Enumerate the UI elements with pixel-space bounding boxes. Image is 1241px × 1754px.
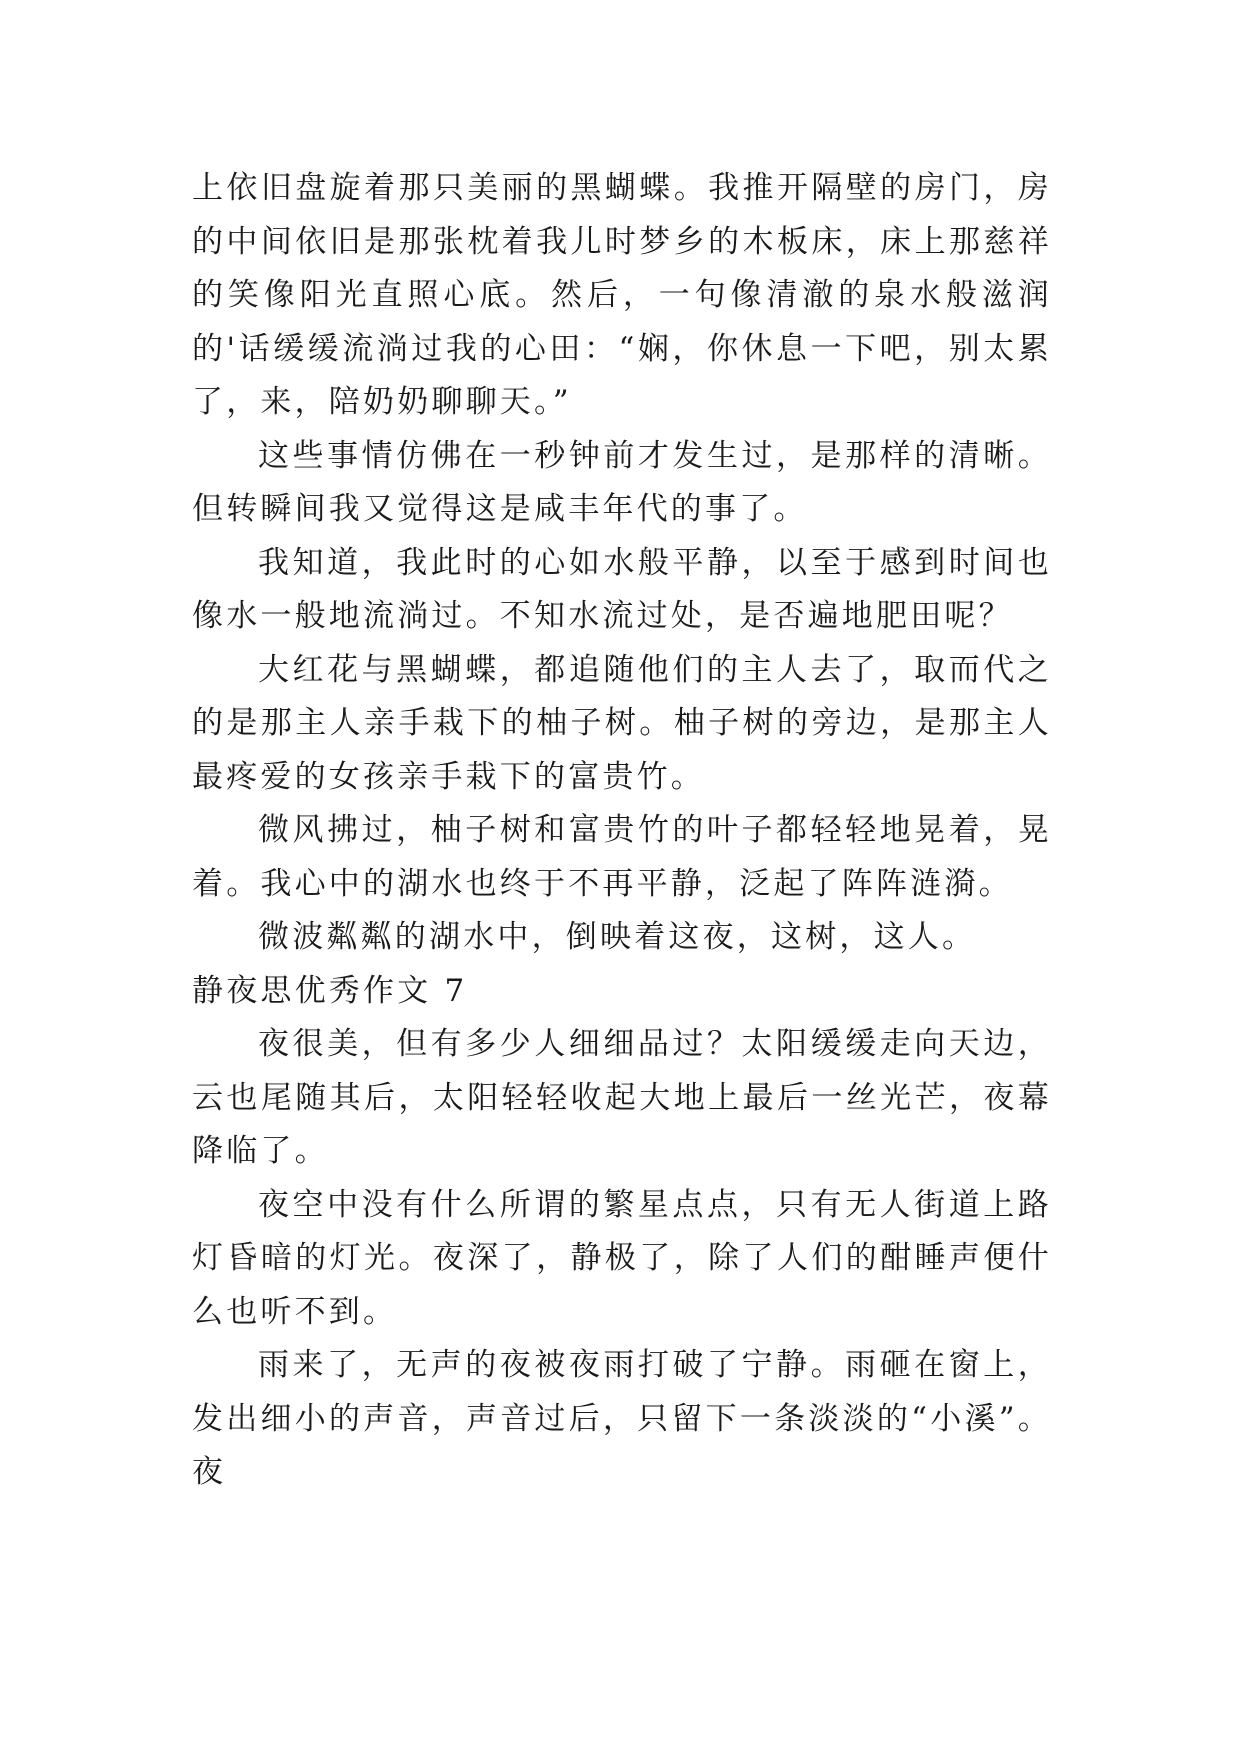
paragraph-9: 雨来了，无声的夜被夜雨打破了宁静。雨砸在窗上，发出细小的声音，声音过后，只留下一条淡淡的“小溪”。夜 [192, 1347, 1052, 1490]
article-body [192, 162, 1052, 1500]
paragraph-7: 夜很美，但有多少人细细品过？太阳缓缓走向天边，云也尾随其后，太阳轻轻收起大地上最后一丝光芒，夜幕降临了。 [192, 1026, 1052, 1169]
paragraph-3: 我知道，我此时的心如水般平静，以至于感到时间也像水一般地流淌过。不知水流过处，是否遍地肥田呢？ [192, 544, 1052, 634]
paragraph-1: 上依旧盘旋着那只美丽的黑蝴蝶。我推开隔壁的房门，房的中间依旧是那张枕着我儿时梦乡的木板床，床上那慈祥的笑像阳光直照心底。然后，一句像清澈的泉水般滋润的'话缓缓流淌过我的心田：“娴，你休息一下吧，别太累了，来，陪奶奶聊聊天。” [192, 170, 1052, 420]
paragraph-6: 微波粼粼的湖水中，倒映着这夜，这树，这人。 [258, 919, 977, 955]
paragraph-5: 微风拂过，柚子树和富贵竹的叶子都轻轻地晃着，晃着。我心中的湖水也终于不再平静，泛起了阵阵涟漪。 [192, 812, 1052, 902]
paragraph-2: 这些事情仿佛在一秒钟前才发生过，是那样的清晰。但转瞬间我又觉得这是咸丰年代的事了。 [192, 437, 1052, 527]
paragraph-4: 大红花与黑蝴蝶，都追随他们的主人去了，取而代之的是那主人亲手栽下的柚子树。柚子树的旁边，是那主人最疼爱的女孩亲手栽下的富贵竹。 [192, 651, 1052, 795]
paragraph-8: 夜空中没有什么所谓的繁星点点，只有无人街道上路灯昏暗的灯光。夜深了，静极了，除了人们的酣睡声便什么也听不到。 [192, 1186, 1052, 1330]
section-heading: 静夜思优秀作文 7 [192, 972, 468, 1009]
